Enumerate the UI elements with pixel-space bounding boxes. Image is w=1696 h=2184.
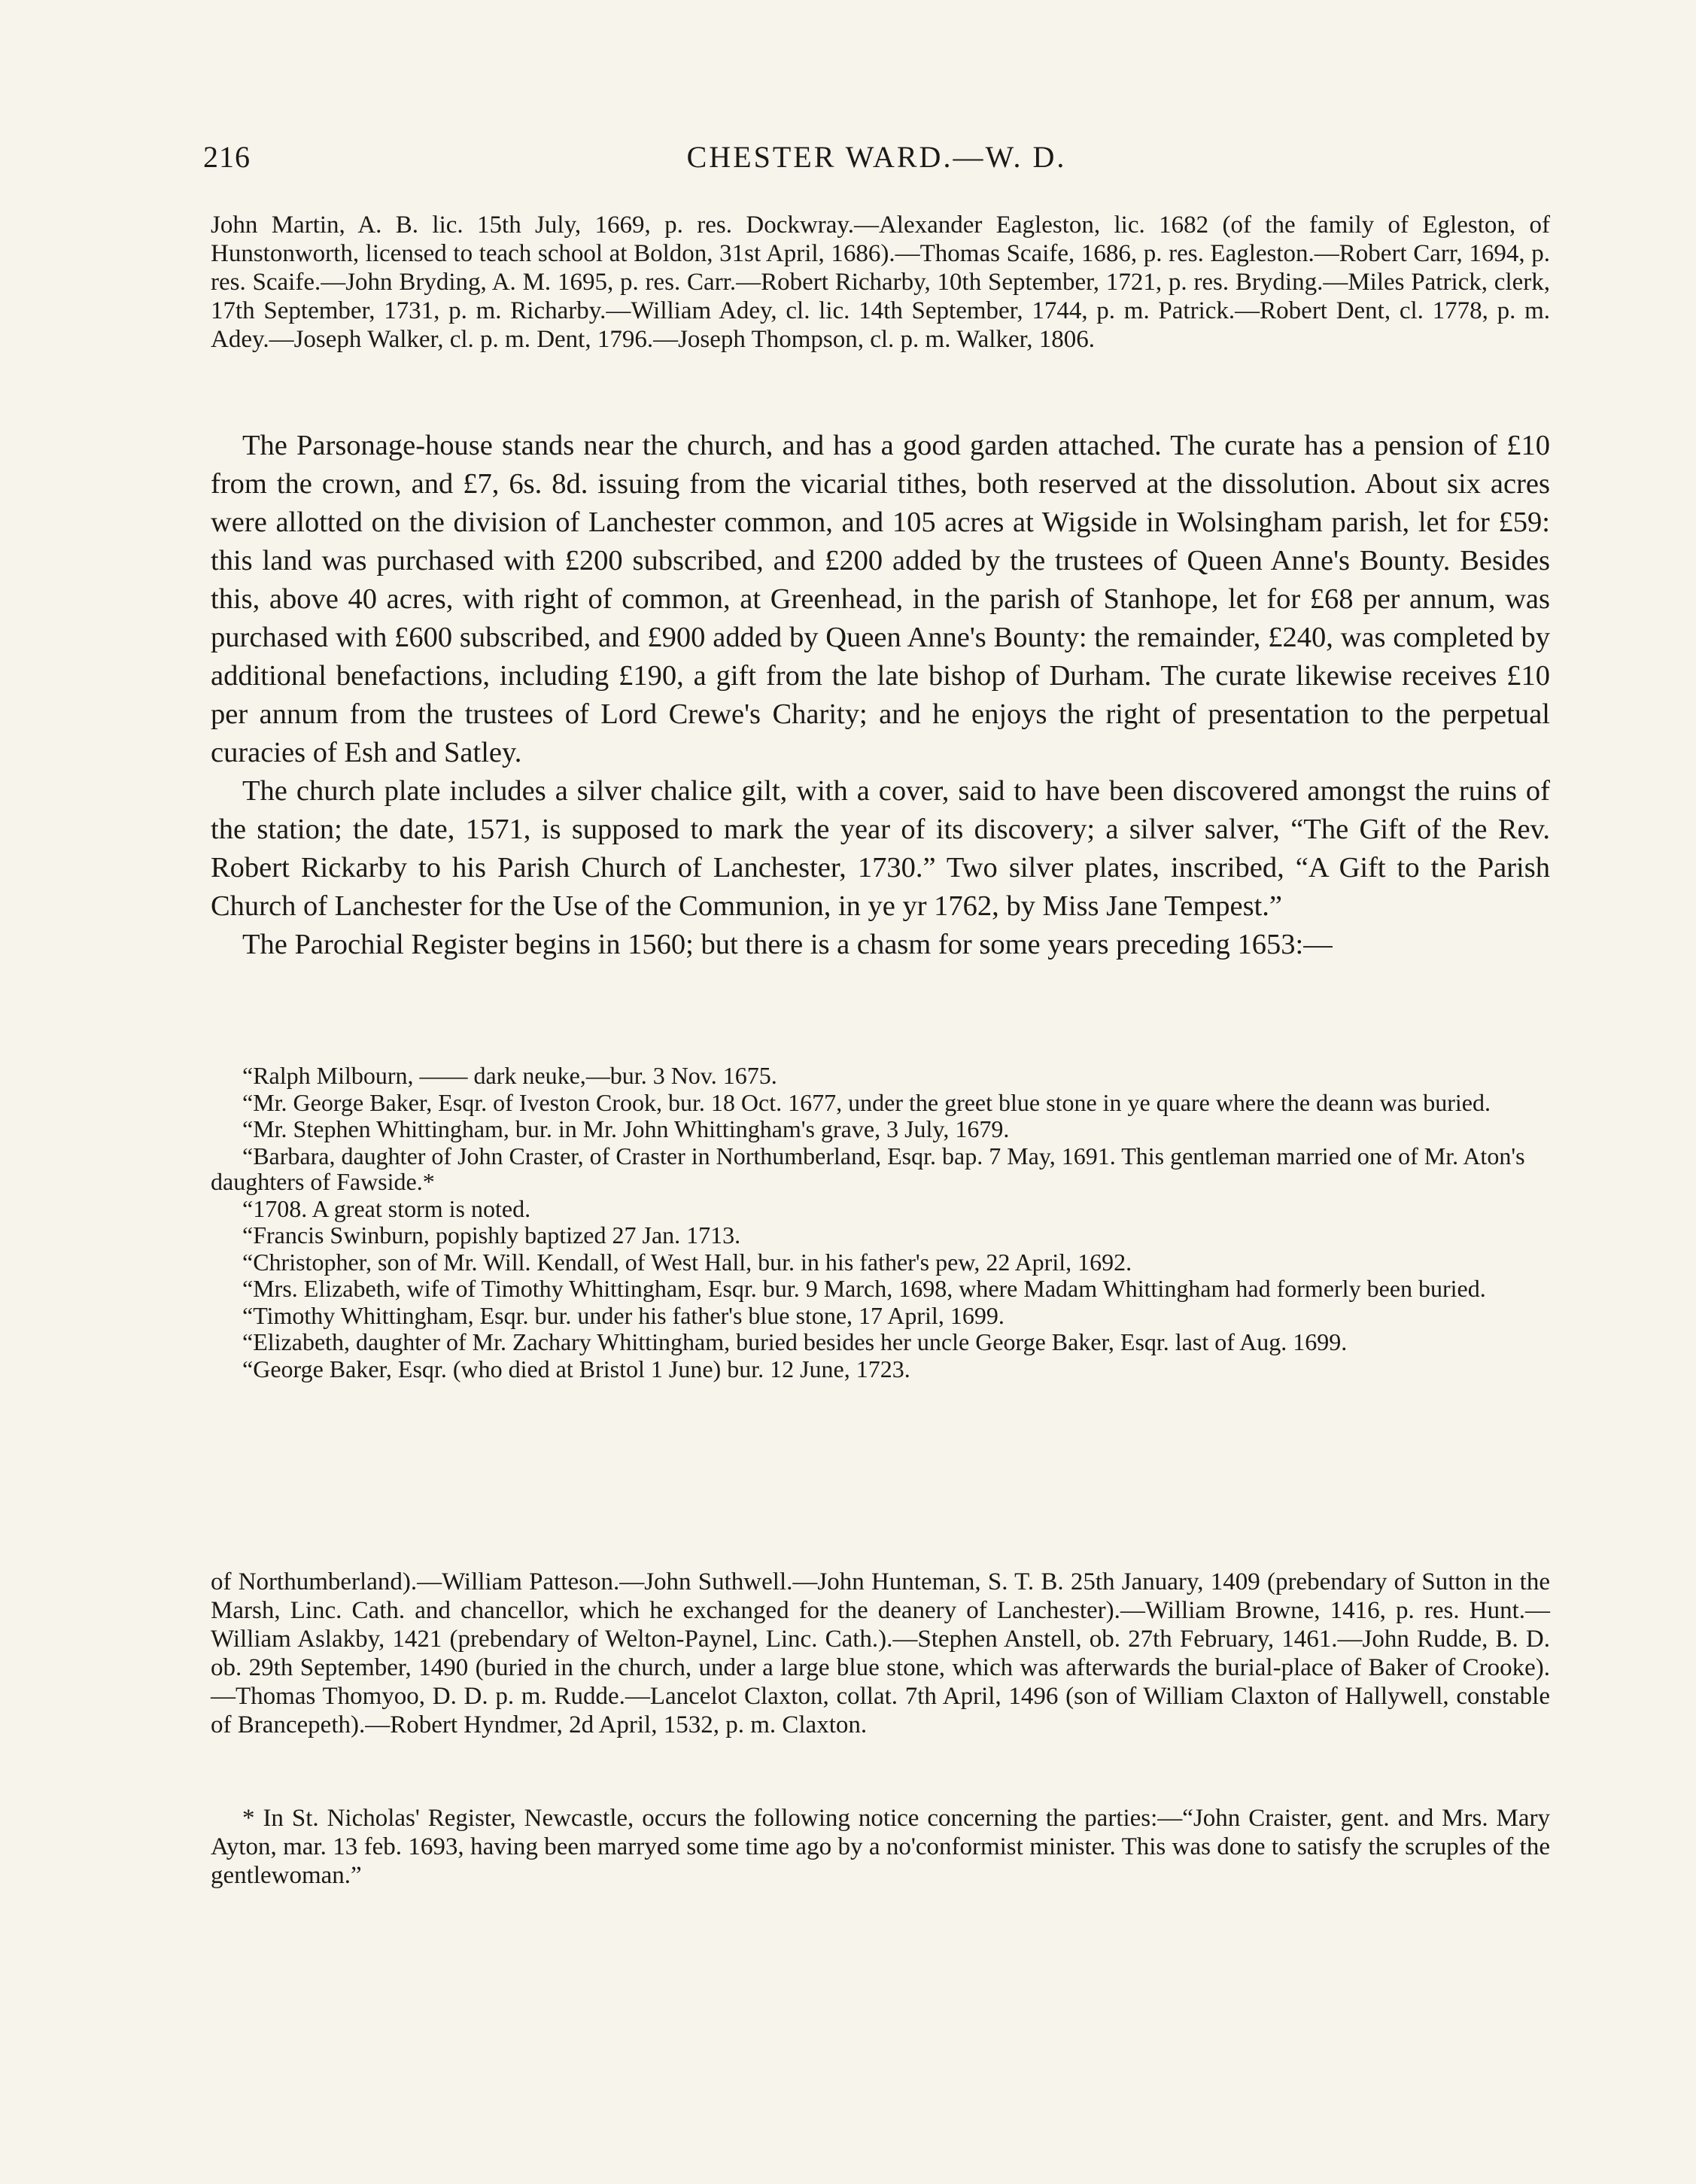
register-entry: “Christopher, son of Mr. Will. Kendall, of West Hall, bur. in his father's pew, 22 April, 1692.: [242, 1248, 1132, 1276]
footnote-text: * In St. Nicholas' Register, Newcastle, occurs the following notice concerning the parties:—“John Craister, gent. and Mrs. Mary Ayton, mar. 13 feb. 1693, having been marryed some time ago by a no'conformist minister. This was done to satisfy the scruples of the gentlewoman.”: [211, 1805, 1550, 1889]
running-title: CHESTER WARD.—W. D.: [686, 140, 1067, 174]
register-entry: “Mr. George Baker, Esqr. of Iveston Crook, bur. 18 Oct. 1677, under the greet blue stone in ye quare where the deann was buried.: [242, 1088, 1491, 1116]
page-number: 216: [203, 140, 251, 174]
register-entry: “George Baker, Esqr. (who died at Bristol 1 June) bur. 12 June, 1723.: [242, 1355, 910, 1382]
register-entry: “Timothy Whittingham, Esqr. bur. under his father's blue stone, 17 April, 1699.: [242, 1301, 1005, 1329]
running-head: [203, 139, 1550, 184]
register-entry: “1708. A great storm is noted.: [242, 1194, 531, 1222]
paragraph-parsonage: The Parsonage-house stands near the church, and has a good garden attached. The curate has a pension of £10 from the crown, and £7, 6s. 8d. issuing from the vicarial tithes, both reserved at the dissolution. About six acres were allotted on the division of Lanchester common, and 105 acres at Wigside in Wolsingham parish, let for £59: this land was purchased with £200 subscribed, and £200 added by the trustees of Queen Anne's Bounty. Besides this, above 40 acres, with right of common, at Greenhead, in the parish of Stanhope, let for £68 per annum, was purchased with £600 subscribed, and £900 added by Queen Anne's Bounty: the remainder, £240, was completed by additional benefactions, including £190, a gift from the late bishop of Durham. The curate likewise receives £10 per annum from the trustees of Lord Crewe's Charity; and he enjoys the right of presentation to the perpetual curacies of Esh and Satley.: [211, 430, 1550, 768]
paragraph-parochial-register: The Parochial Register begins in 1560; but there is a chasm for some years preceding 1653:—: [242, 929, 1333, 960]
paragraph-church-plate: The church plate includes a silver chalice gilt, with a cover, said to have been discovered amongst the ruins of the station; the date, 1571, is supposed to mark the year of its discovery; a silver salver, “The Gift of the Rev. Robert Rickarby to his Parish Church of Lanchester, 1730.” Two silver plates, inscribed, “A Gift to the Parish Church of Lanchester for the Use of the Communion, in ye yr 1762, by Miss Jane Tempest.”: [211, 775, 1550, 922]
vicars-continuation: of Northumberland).—William Patteson.—John Suthwell.—John Hunteman, S. T. B. 25th January, 1409 (prebendary of Sutton in the Marsh, Linc. Cath. and chancellor, which he exchanged for the deanery of Lanchester).—William Browne, 1416, p. res. Hunt.—William Aslakby, 1421 (prebendary of Welton-Paynel, Linc. Cath.).—Stephen Anstell, ob. 27th February, 1461.—John Rudde, B. D. ob. 29th September, 1490 (buried in the church, under a large blue stone, which was afterwards the burial-place of Baker of Crooke).—Thomas Thomyoo, D. D. p. m. Rudde.—Lancelot Claxton, collat. 7th April, 1496 (son of William Claxton of Hallywell, constable of Brancepeth).—Robert Hyndmer, 2d April, 1532, p. m. Claxton.: [211, 1568, 1550, 1738]
register-entry: “Elizabeth, daughter of Mr. Zachary Whittingham, buried besides her uncle George Baker, Esqr. last of Aug. 1699.: [242, 1328, 1348, 1355]
curates-list: John Martin, A. B. lic. 15th July, 1669, p. res. Dockwray.—Alexander Eagleston, lic. 1682 (of the family of Egleston, of Hunstonworth, licensed to teach school at Boldon, 31st April, 1686).—Thomas Scaife, 1686, p. res. Eagleston.—Robert Carr, 1694, p. res. Scaife.—John Bryding, A. M. 1695, p. res. Carr.—Robert Richarby, 10th September, 1721, p. res. Bryding.—Miles Patrick, clerk, 17th September, 1731, p. m. Richarby.—William Adey, cl. lic. 14th September, 1744, p. m. Patrick.—Robert Dent, cl. 1778, p. m. Adey.—Joseph Walker, cl. p. m. Dent, 1796.—Joseph Thompson, cl. p. m. Walker, 1806.: [211, 211, 1550, 353]
register-entry: “Mrs. Elizabeth, wife of Timothy Whittingham, Esqr. bur. 9 March, 1698, where Madam Whittingham had formerly been buried.: [242, 1275, 1486, 1302]
register-extracts: [211, 1063, 1550, 1382]
register-entry: “Barbara, daughter of John Craster, of Craster in Northumberland, Esqr. bap. 7 May, 1691. This gentleman married one of Mr. Aton's daughters of Fawside.*: [211, 1142, 1525, 1195]
register-entry: “Mr. Stephen Whittingham, bur. in Mr. John Whittingham's grave, 3 July, 1679.: [242, 1115, 1010, 1142]
register-entry: “Ralph Milbourn, —— dark neuke,—bur. 3 Nov. 1675.: [242, 1062, 777, 1089]
register-entry: “Francis Swinburn, popishly baptized 27 Jan. 1713.: [242, 1221, 741, 1249]
main-text: [211, 427, 1550, 964]
footnote: [211, 1804, 1550, 1890]
